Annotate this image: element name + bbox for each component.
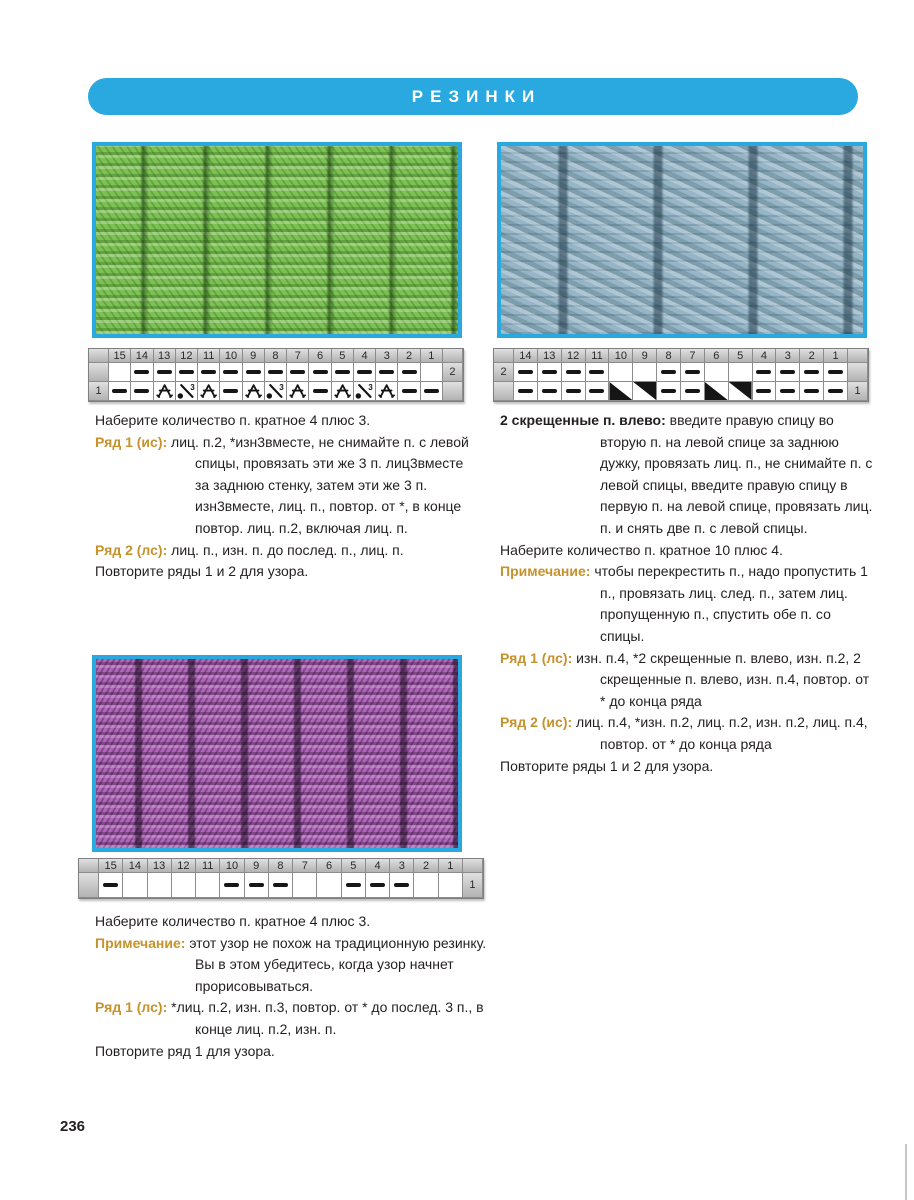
chart-cell: [131, 363, 153, 382]
chart-cell: [220, 363, 242, 382]
chart-cell: [123, 873, 147, 898]
chart-column-number: 3: [376, 349, 398, 363]
instruction-label: Ряд 2 (ис):: [500, 714, 573, 731]
chart-column-number: 3: [776, 349, 800, 363]
chart-column-number: 12: [562, 349, 586, 363]
chart-cell: [196, 873, 220, 898]
chart-column-number: 14: [123, 859, 147, 873]
chart-column-number: 4: [354, 349, 376, 363]
chart-cell: [220, 382, 242, 401]
chart-cell: [633, 363, 657, 382]
chart-column-number: 14: [131, 349, 153, 363]
chart-column-number: 6: [309, 349, 331, 363]
instruction-label: Ряд 1 (лс):: [95, 999, 168, 1016]
instruction-item: Ряд 1 (лс): изн. п.4, *2 скрещенные п. влево, изн. п.2, 2 скрещенные п. влево, изн. п.4, повтор. от * до конца ряда: [500, 649, 870, 709]
instruction-text: Повторите ряды 1 и 2 для узора.: [95, 563, 309, 580]
chart-column-number: 12: [176, 349, 198, 363]
chart-cell: [332, 382, 354, 401]
chart-column-number: 15: [109, 349, 131, 363]
svg-text:3: 3: [190, 383, 195, 393]
purl-dash-symbol: [542, 389, 557, 393]
chart-cell: [657, 363, 681, 382]
purl-dash-symbol: [542, 370, 557, 374]
purl-dash-symbol: [224, 883, 239, 887]
purl-dash-symbol: [134, 389, 149, 393]
purl-dash-symbol: [157, 370, 172, 374]
chart-cell: [366, 873, 390, 898]
chart-cell: [776, 382, 800, 401]
purl-dash-symbol: [346, 883, 361, 887]
chart-column-number: 13: [148, 859, 172, 873]
chart-column-number: 5: [332, 349, 354, 363]
k3tog-symbol: [243, 382, 264, 400]
chart-row-number: [848, 363, 868, 382]
chart-cell: [293, 873, 317, 898]
chart-cell: [398, 363, 420, 382]
purl-dash-symbol: [661, 370, 676, 374]
k3tog-symbol: [376, 382, 397, 400]
chart-cell: [109, 363, 131, 382]
chart-cell: [172, 873, 196, 898]
chart-cell: [148, 873, 172, 898]
chart-cell: [317, 873, 341, 898]
chart-cell: [243, 382, 265, 401]
chart-cell: [332, 363, 354, 382]
purl-dash-symbol: [566, 389, 581, 393]
purl-dash-symbol: [518, 389, 533, 393]
chart-column-number: 2: [398, 349, 420, 363]
chart-cell: [562, 363, 586, 382]
instruction-text: Повторите ряды 1 и 2 для узора.: [500, 757, 714, 774]
instruction-label: Ряд 1 (лс):: [500, 649, 573, 666]
chart-column-number: 7: [681, 349, 705, 363]
purl-dash-symbol: [828, 389, 843, 393]
chart-cell: [439, 873, 463, 898]
chart-cell: [514, 382, 538, 401]
knit-swatch-photo-blue: [497, 142, 867, 338]
chart-corner: [848, 349, 868, 363]
chart-row-number: [494, 382, 514, 401]
chart-cell: [354, 382, 376, 401]
chart-cell: [421, 363, 443, 382]
chart-cell: [131, 382, 153, 401]
chart-cell: [776, 363, 800, 382]
chart-cell: [265, 363, 287, 382]
purl-dash-symbol: [804, 370, 819, 374]
chart-cell: [398, 382, 420, 401]
chart-column-number: 1: [824, 349, 848, 363]
instruction-item: Ряд 2 (ис): лиц. п.4, *изн. п.2, лиц. п.2, изн. п.2, лиц. п.4, повтор. от * до конца ряда: [500, 714, 868, 752]
chart-column-number: 9: [245, 859, 269, 873]
chart-row-number: [89, 363, 109, 382]
chart-column-number: 11: [196, 859, 220, 873]
purl-dash-symbol: [290, 370, 305, 374]
chart-cell: [562, 382, 586, 401]
chart-column-number: 7: [287, 349, 309, 363]
chart-column-number: 10: [220, 349, 242, 363]
chart-row-number: [443, 382, 463, 401]
chart-row-number: 2: [494, 363, 514, 382]
instruction-item: Ряд 1 (лс): *лиц. п.2, изн. п.3, повтор. от * до послед. 3 п., в конце лиц. п.2, изн. п.: [95, 999, 484, 1037]
chart-column-number: 15: [99, 859, 123, 873]
chart-cell: [586, 363, 610, 382]
k3tog-symbol: [154, 382, 175, 400]
chart-cell: [800, 363, 824, 382]
chart-column-number: 9: [633, 349, 657, 363]
chart-cell: [198, 363, 220, 382]
chart-cell: [220, 873, 244, 898]
chart-cell: [729, 382, 753, 401]
instruction-label: 2 скрещенные п. влево:: [500, 412, 666, 428]
cross-left-symbol-left-half: [705, 382, 728, 400]
purl-dash-symbol: [357, 370, 372, 374]
chart-cell: [705, 382, 729, 401]
purl-dash-symbol: [394, 883, 409, 887]
chart-cell: [705, 363, 729, 382]
purl-dash-symbol: [268, 370, 283, 374]
chart-cell: [287, 382, 309, 401]
chart-cell: [269, 873, 293, 898]
chart-cell: [198, 382, 220, 401]
chart-column-number: 1: [439, 859, 463, 873]
chart-row-number: 1: [848, 382, 868, 401]
purl-dash-symbol: [756, 370, 771, 374]
p3tog-dot-symbol: [265, 382, 286, 400]
chart-cell: [657, 382, 681, 401]
chart-cell: [265, 382, 287, 401]
chart-cell: [176, 382, 198, 401]
instruction-item: Ряд 2 (лс): лиц. п., изн. п. до послед. п., лиц. п.: [95, 541, 404, 558]
purl-dash-symbol: [246, 370, 261, 374]
instruction-label: Примечание:: [95, 934, 186, 951]
purl-dash-symbol: [661, 389, 676, 393]
purl-dash-symbol: [103, 883, 118, 887]
chart-cell: [154, 363, 176, 382]
purl-dash-symbol: [518, 370, 533, 374]
chart-cell: [243, 363, 265, 382]
chart-cell: [376, 382, 398, 401]
cross-left-symbol-right-half: [633, 382, 656, 400]
chart-column-number: 8: [265, 349, 287, 363]
purl-dash-symbol: [685, 370, 700, 374]
chart-column-number: 7: [293, 859, 317, 873]
p3tog-dot-symbol: [176, 382, 197, 400]
instruction-label: Ряд 1 (ис):: [95, 433, 168, 450]
svg-text:3: 3: [279, 383, 284, 393]
cross-left-symbol-right-half: [729, 382, 752, 400]
chart-cell: [586, 382, 610, 401]
instruction-item: 2 скрещенные п. влево: введите правую спицу во вторую п. на левой спице за заднюю дужку, провязать лиц. п., не снимайте п. с левой спицы, введите правую спицу в первую п. на левой спице, провязать лиц. п. и снять две п. с левой спицы.: [500, 412, 873, 536]
chart-column-number: 12: [172, 859, 196, 873]
chart-column-number: 2: [414, 859, 438, 873]
chart-column-number: 11: [586, 349, 610, 363]
instructions-purple: [95, 911, 487, 1062]
purl-dash-symbol: [379, 370, 394, 374]
chart-cell: [824, 382, 848, 401]
knitting-chart-blue: [493, 348, 869, 402]
chart-column-number: 13: [538, 349, 562, 363]
chart-corner: [463, 859, 483, 873]
purl-dash-symbol: [402, 389, 417, 393]
chart-row-number: [79, 873, 99, 898]
chart-column-number: 10: [220, 859, 244, 873]
purl-dash-symbol: [179, 370, 194, 374]
chart-column-number: 2: [800, 349, 824, 363]
chart-cell: [633, 382, 657, 401]
purl-dash-symbol: [685, 389, 700, 393]
page-number: 236: [60, 1118, 86, 1135]
chart-column-number: 4: [366, 859, 390, 873]
chart-cell: [729, 363, 753, 382]
chart-cell: [800, 382, 824, 401]
chart-cell: [824, 363, 848, 382]
chart-column-number: 3: [390, 859, 414, 873]
chart-cell: [287, 363, 309, 382]
chart-cell: [99, 873, 123, 898]
chart-column-number: 6: [705, 349, 729, 363]
chart-cell: [538, 363, 562, 382]
chart-cell: [354, 363, 376, 382]
instruction-text: Наберите количество п. кратное 10 плюс 4.: [500, 541, 783, 558]
chart-cell: [753, 382, 777, 401]
chart-cell: [309, 382, 331, 401]
section-title: РЕЗИНКИ: [411, 86, 542, 106]
chart-cell: [309, 363, 331, 382]
chart-cell: [609, 363, 633, 382]
chart-cell: [342, 873, 366, 898]
chart-cell: [538, 382, 562, 401]
knit-swatch-photo-green: [92, 142, 462, 338]
purl-dash-symbol: [402, 370, 417, 374]
k3tog-symbol: [198, 382, 219, 400]
purl-dash-symbol: [273, 883, 288, 887]
chart-column-number: 13: [154, 349, 176, 363]
instruction-text: Наберите количество п. кратное 4 плюс 3.: [95, 913, 371, 929]
purl-dash-symbol: [424, 389, 439, 393]
instruction-text: Повторите ряд 1 для узора.: [95, 1042, 275, 1059]
chart-cell: [376, 363, 398, 382]
chart-cell: [245, 873, 269, 898]
chart-cell: [514, 363, 538, 382]
chart-cell: [109, 382, 131, 401]
purl-dash-symbol: [313, 389, 328, 393]
chart-cell: [421, 382, 443, 401]
chart-column-number: 14: [514, 349, 538, 363]
chart-column-number: 10: [609, 349, 633, 363]
chart-column-number: 6: [317, 859, 341, 873]
purl-dash-symbol: [134, 370, 149, 374]
k3tog-symbol: [332, 382, 353, 400]
chart-cell: [390, 873, 414, 898]
instruction-text: Наберите количество п. кратное 4 плюс 3.: [95, 412, 371, 428]
chart-column-number: 8: [657, 349, 681, 363]
chart-column-number: 5: [342, 859, 366, 873]
purl-dash-symbol: [589, 389, 604, 393]
p3tog-dot-symbol: [354, 382, 375, 400]
scan-edge-artifact: [905, 1144, 907, 1200]
section-title-banner: [88, 78, 858, 115]
k3tog-symbol: [287, 382, 308, 400]
chart-cell: [414, 873, 438, 898]
instruction-item: Ряд 1 (ис): лиц. п.2, *изн3вместе, не снимайте п. с левой спицы, провязать эти же 3 п. лиц3вместе за заднюю стенку, затем эти же 3 п. изн3вместе, лиц. п., повтор. от *, в конце повтор. лиц. п.2, включая лиц. п.: [95, 433, 469, 536]
purl-dash-symbol: [370, 883, 385, 887]
chart-cell: [681, 382, 705, 401]
chart-cell: [609, 382, 633, 401]
chart-column-number: 5: [729, 349, 753, 363]
purl-dash-symbol: [223, 389, 238, 393]
chart-cell: [753, 363, 777, 382]
purl-dash-symbol: [566, 370, 581, 374]
cross-left-symbol-left-half: [609, 382, 632, 400]
purl-dash-symbol: [780, 370, 795, 374]
chart-row-number: 2: [443, 363, 463, 382]
chart-corner: [89, 349, 109, 363]
purl-dash-symbol: [249, 883, 264, 887]
instructions-green: [95, 410, 479, 583]
chart-column-number: 11: [198, 349, 220, 363]
chart-corner: [443, 349, 463, 363]
instructions-blue: [500, 410, 876, 777]
purl-dash-symbol: [201, 370, 216, 374]
chart-corner: [494, 349, 514, 363]
purl-dash-symbol: [828, 370, 843, 374]
instruction-item: Примечание: этот узор не похож на традиционную резинку. Вы в этом убедитесь, когда узор начнет прорисовываться.: [95, 934, 487, 994]
instruction-label: Примечание:: [500, 563, 591, 580]
chart-cell: [176, 363, 198, 382]
chart-column-number: 9: [243, 349, 265, 363]
knit-swatch-photo-purple: [92, 655, 462, 852]
svg-text:3: 3: [368, 383, 373, 393]
purl-dash-symbol: [804, 389, 819, 393]
instruction-label: Ряд 2 (лс):: [95, 541, 168, 558]
chart-column-number: 8: [269, 859, 293, 873]
purl-dash-symbol: [335, 370, 350, 374]
chart-column-number: 1: [421, 349, 443, 363]
purl-dash-symbol: [223, 370, 238, 374]
instruction-item: Примечание: чтобы перекрестить п., надо пропустить 1 п., провязать лиц. след. п., затем лиц. пропущенную п., спустить обе п. со спицы.: [500, 563, 868, 644]
chart-row-number: 1: [463, 873, 483, 898]
chart-cell: [154, 382, 176, 401]
chart-row-number: 1: [89, 382, 109, 401]
purl-dash-symbol: [780, 389, 795, 393]
knitting-chart-green: [88, 348, 464, 402]
chart-column-number: 4: [753, 349, 777, 363]
purl-dash-symbol: [313, 370, 328, 374]
purl-dash-symbol: [589, 370, 604, 374]
purl-dash-symbol: [112, 389, 127, 393]
knitting-chart-purple: [78, 858, 484, 899]
chart-corner: [79, 859, 99, 873]
chart-cell: [681, 363, 705, 382]
purl-dash-symbol: [756, 389, 771, 393]
